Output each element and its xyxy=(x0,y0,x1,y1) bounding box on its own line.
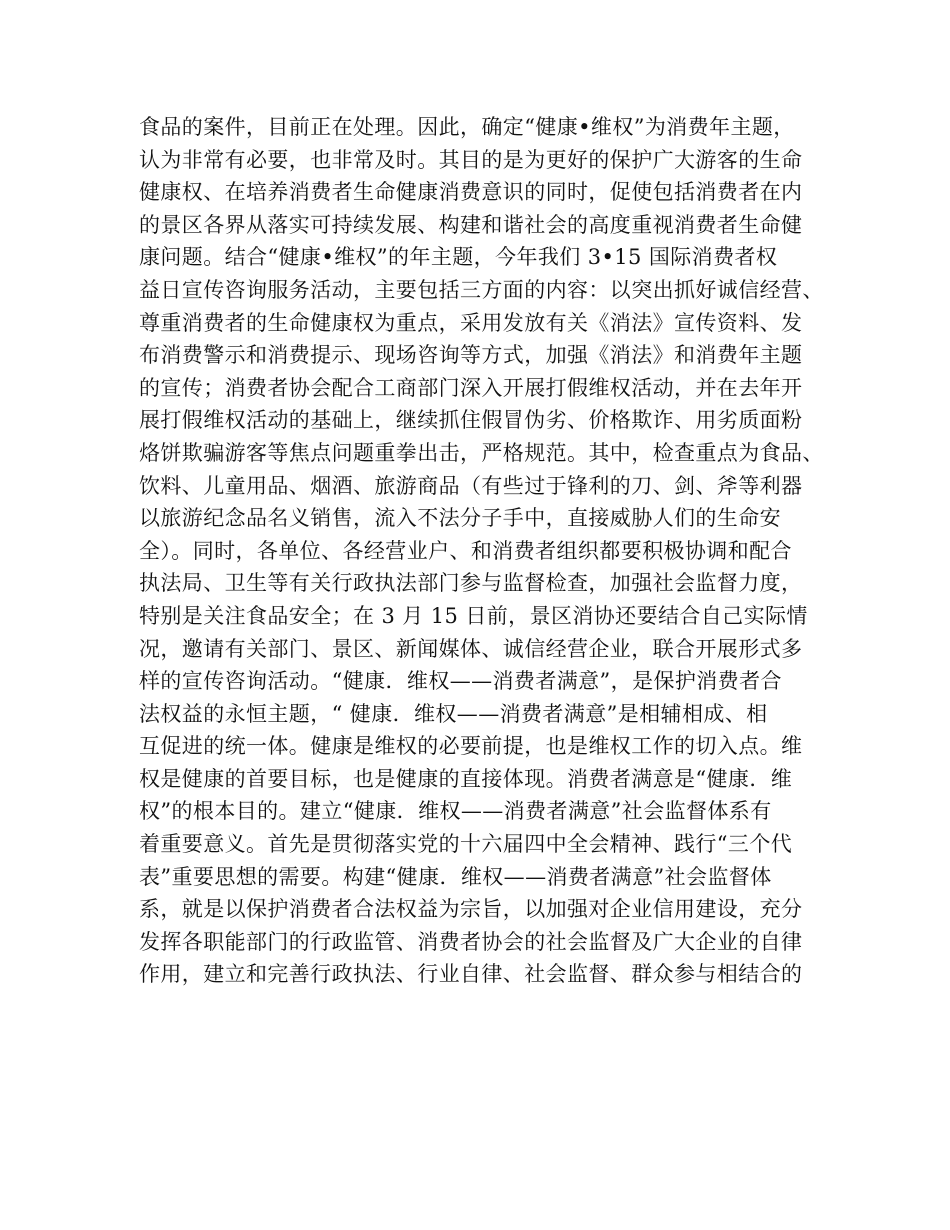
text-line: 康问题。结合“健康•维权”的年主题，今年我们 3•15 国际消费者权 xyxy=(139,245,778,270)
text-line: 布消费警示和消费提示、现场咨询等方式，加强《消法》和消费年主题 xyxy=(139,343,803,368)
text-line: 尊重消费者的生命健康权为重点，采用发放有关《消法》宣传资料、发 xyxy=(139,310,803,335)
text-line: 样的宣传咨询活动。“健康．维权——消费者满意”，是保护消费者合 xyxy=(139,669,782,694)
text-line: 展打假维权活动的基础上，继续抓住假冒伪劣、价格欺诈、用劣质面粉 xyxy=(139,408,803,433)
text-line: 的宣传；消费者协会配合工商部门深入开展打假维权活动，并在去年开 xyxy=(139,375,803,400)
body-paragraph xyxy=(139,111,829,991)
text-line: 作用，建立和完善行政执法、行业自律、社会监督、群众参与相结合的 xyxy=(139,962,803,987)
text-line: 法权益的永恒主题，“ 健康．维权——消费者满意”是相辅相成、相 xyxy=(139,701,768,726)
text-line: 发挥各职能部门的行政监管、消费者协会的社会监督及广大企业的自律 xyxy=(139,929,803,954)
text-line: 认为非常有必要，也非常及时。其目的是为更好的保护广大游客的生命 xyxy=(139,147,803,172)
text-line: 食品的案件，目前正在处理。因此，确定“健康•维权”为消费年主题， xyxy=(139,115,795,139)
text-line: 烙饼欺骗游客等焦点问题重拳出击，严格规范。其中，检查重点为食品、 xyxy=(139,440,824,465)
text-line: 全）。同时，各单位、各经营业户、和消费者组织都要积极协调和配合 xyxy=(139,538,792,563)
text-line: 系，就是以保护消费者合法权益为宗旨，以加强对企业信用建设，充分 xyxy=(139,897,803,922)
text-line: 权是健康的首要目标，也是健康的直接体现。消费者满意是“健康．维 xyxy=(139,766,793,791)
text-line: 益日宣传咨询服务活动，主要包括三方面的内容：以突出抓好诚信经营、 xyxy=(139,277,824,302)
text-line: 健康权、在培养消费者生命健康消费意识的同时，促使包括消费者在内 xyxy=(139,180,803,205)
text-line: 以旅游纪念品名义销售，流入不法分子手中，直接威胁人们的生命安 xyxy=(139,506,781,531)
text-line: 执法局、卫生等有关行政执法部门参与监督检查，加强社会监督力度， xyxy=(139,571,803,596)
text-line: 互促进的统一体。健康是维权的必要前提，也是维权工作的切入点。维 xyxy=(139,734,803,759)
text-line: 表”重要思想的需要。构建“健康．维权——消费者满意”社会监督体 xyxy=(139,864,772,889)
text-line: 的景区各界从落实可持续发展、构建和谐社会的高度重视消费者生命健 xyxy=(139,212,803,237)
text-line: 权”的根本目的。建立“健康．维权——消费者满意”社会监督体系有 xyxy=(139,799,772,824)
text-line: 饮料、儿童用品、烟酒、旅游商品（有些过于锋利的刀、剑、斧等利器 xyxy=(139,473,803,498)
text-line: 着重要意义。首先是贯彻落实党的十六届四中全会精神、践行“三个代 xyxy=(139,832,793,857)
text-line: 况，邀请有关部门、景区、新闻媒体、诚信经营企业，联合开展形式多 xyxy=(139,636,803,661)
text-line: 特别是关注食品安全；在 3 月 15 日前，景区消协还要结合自己实际情 xyxy=(139,603,808,628)
